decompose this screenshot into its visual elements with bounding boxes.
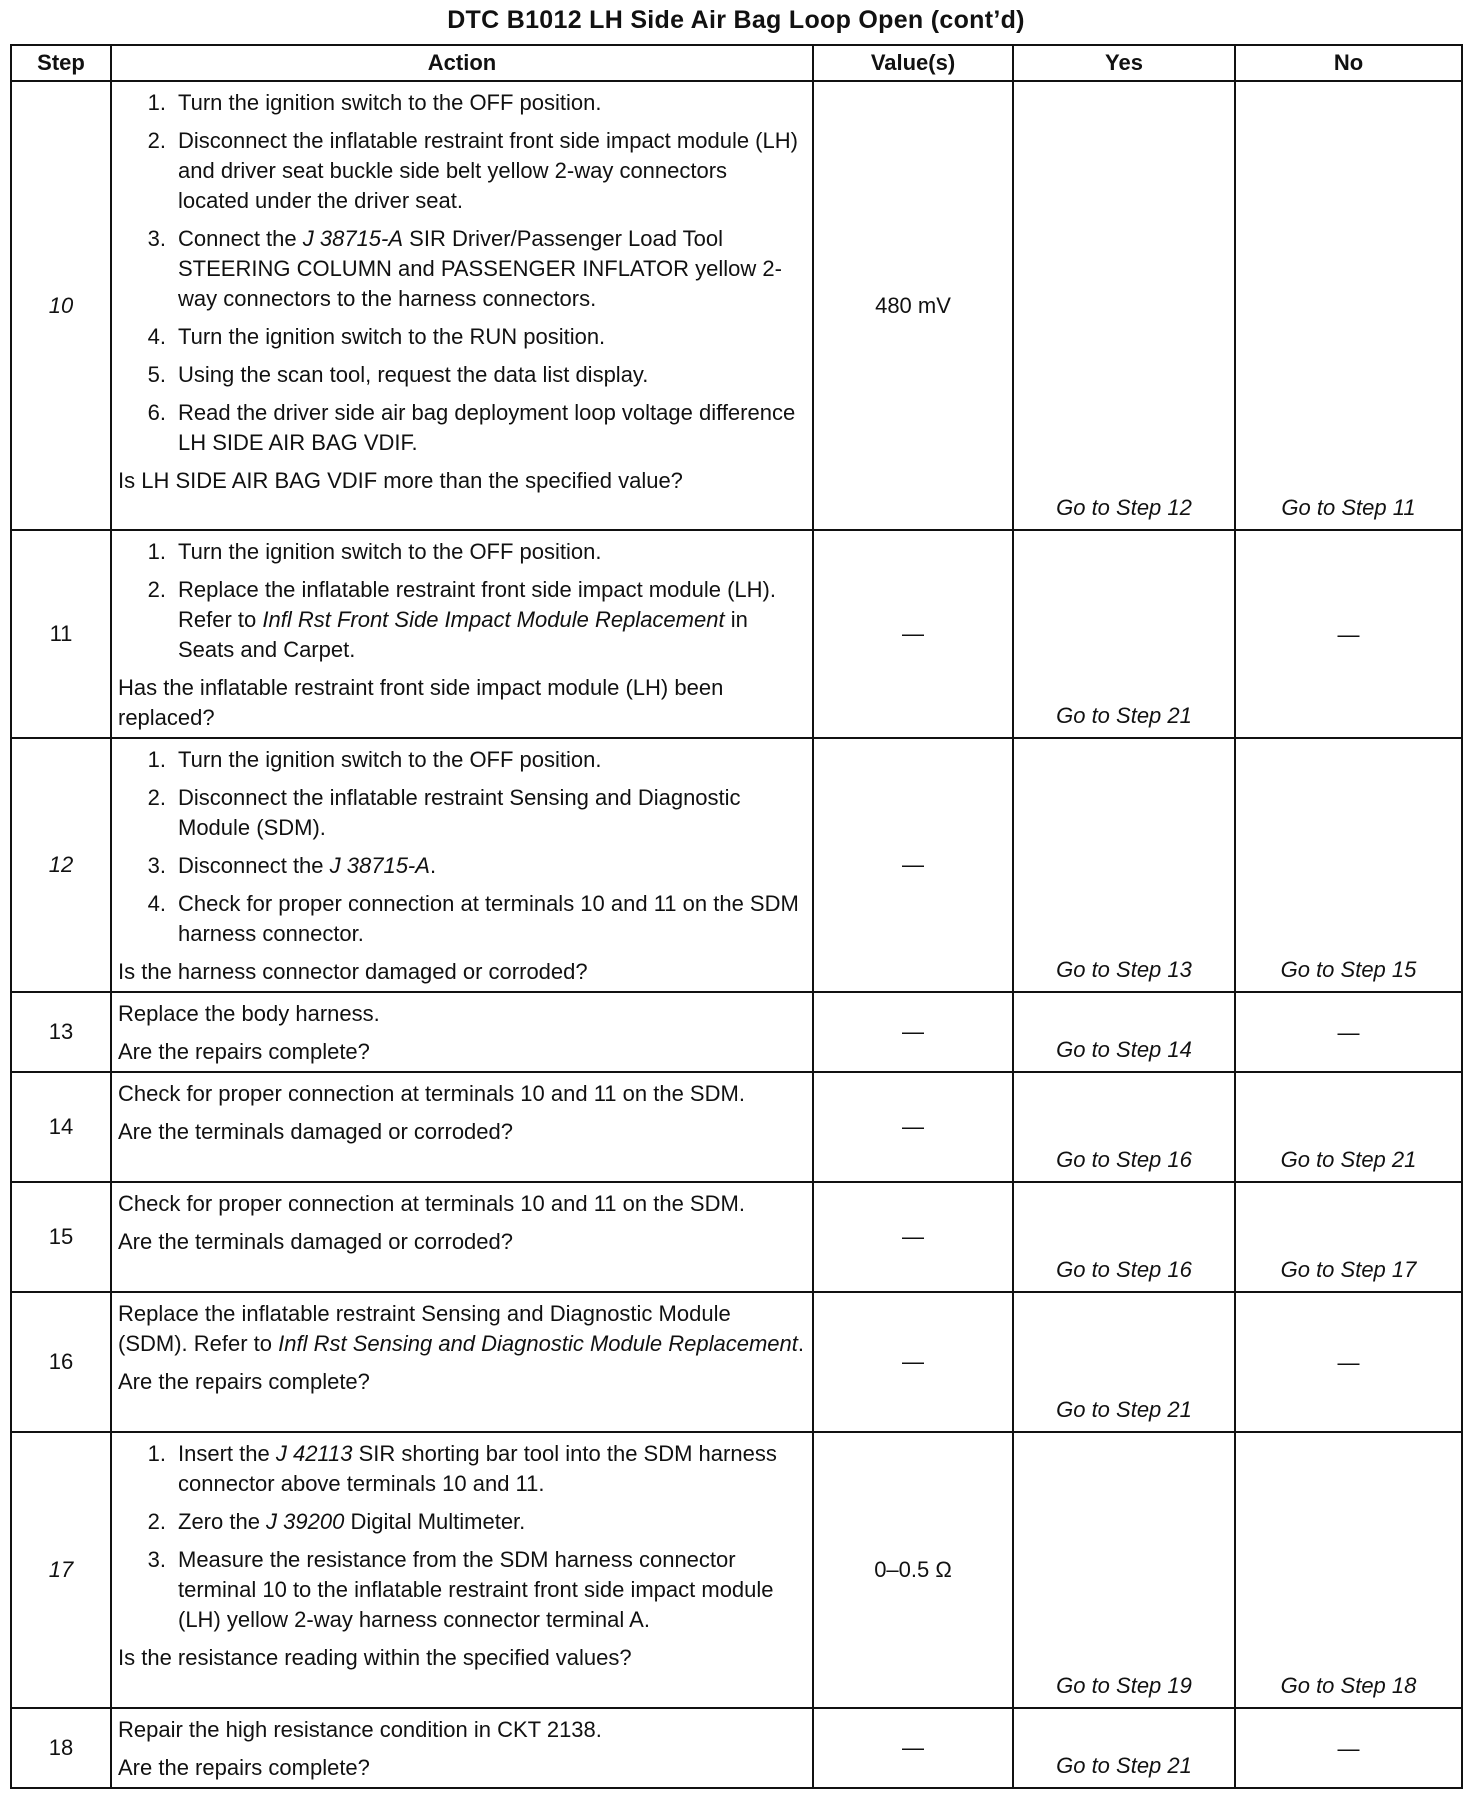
question: Are the repairs complete? [118,1039,370,1064]
step-number: 16 [11,1292,111,1432]
action-cell: Replace the body harness. Are the repairs complete? [111,992,813,1072]
page-title: DTC B1012 LH Side Air Bag Loop Open (cont’d) [447,6,1025,34]
table-row [11,1072,1462,1182]
no-cell: Go to Step 18 [1235,1432,1462,1708]
value-cell: — [813,530,1013,738]
no-cell: — [1235,530,1462,738]
reference: Infl Rst Sensing and Diagnostic Module Replacement [278,1331,798,1356]
question: Has the inflatable restraint front side impact module (LH) been replaced? [118,675,724,730]
tool-name: J 38715-A [302,226,404,251]
step-number: 18 [11,1708,111,1788]
diagnostic-table [10,44,1463,1789]
header-row [11,45,1462,81]
question: Are the terminals damaged or corroded? [118,1119,513,1144]
list-item: 1. Turn the ignition switch to the OFF position. [147,90,602,115]
question: Are the terminals damaged or corroded? [118,1229,513,1254]
list-item: 1. Turn the ignition switch to the OFF position. [147,747,602,772]
table-row [11,992,1462,1072]
list-item: 3. Connect the J 38715-A SIR Driver/Passenger Load Tool STEERING COLUMN and PASSENGER INFLATOR yellow 2-way connectors to the harness connectors. [147,226,782,311]
table-row [11,1708,1462,1788]
header-step: Step [11,45,111,81]
header-action: Action [111,45,813,81]
step-number: 12 [11,738,111,992]
step-number: 15 [11,1182,111,1292]
list-item: 2. Disconnect the inflatable restraint front side impact module (LH) and driver seat buckle side belt yellow 2-way connectors located under the driver seat. [147,128,798,213]
header-no: No [1235,45,1462,81]
list-item: 4. Check for proper connection at terminals 10 and 11 on the SDM harness connector. [147,891,799,946]
yes-cell: Go to Step 21 [1013,530,1235,738]
list-item: 1. Insert the J 42113 SIR shorting bar tool into the SDM harness connector above terminals 10 and 11. [147,1441,777,1496]
no-cell: Go to Step 11 [1235,81,1462,530]
step-number: 11 [11,530,111,738]
value-cell: 0–0.5 Ω [813,1432,1013,1708]
step-number: 17 [11,1432,111,1708]
value-cell: — [813,738,1013,992]
list-item: 2. Replace the inflatable restraint front side impact module (LH). Refer to Infl Rst Front Side Impact Module Replacement in Seats and Carpet. [147,577,776,662]
no-cell: Go to Step 21 [1235,1072,1462,1182]
question: Are the repairs complete? [118,1369,370,1394]
step-number: 14 [11,1072,111,1182]
value-cell: 480 mV [813,81,1013,530]
yes-cell: Go to Step 12 [1013,81,1235,530]
list-item: 3. Disconnect the J 38715-A. [147,853,437,878]
list-item: 6. Read the driver side air bag deployment loop voltage difference LH SIDE AIR BAG VDIF. [147,400,796,455]
list-item: 1. Turn the ignition switch to the OFF position. [147,539,602,564]
table-row [11,81,1462,530]
table-row [11,738,1462,992]
question: Is the resistance reading within the specified values? [118,1645,632,1670]
action-cell: Replace the inflatable restraint Sensing and Diagnostic Module (SDM). Refer to Infl Rst Sensing and Diagnostic Module Replacement. Are the repairs complete? [111,1292,813,1432]
value-cell: — [813,1072,1013,1182]
tool-name: J 42113 [275,1441,353,1466]
step-number: 13 [11,992,111,1072]
question: Are the repairs complete? [118,1755,370,1780]
value-cell: — [813,992,1013,1072]
table-row [11,530,1462,738]
reference: Infl Rst Front Side Impact Module Replacement [262,607,725,632]
list-item: 4. Turn the ignition switch to the RUN position. [147,324,606,349]
yes-cell: Go to Step 16 [1013,1072,1235,1182]
table-row [11,1432,1462,1708]
tool-name: J 39200 [266,1509,345,1534]
action-cell [111,1432,813,1708]
no-cell: — [1235,992,1462,1072]
value-cell: — [813,1708,1013,1788]
value-cell: — [813,1182,1013,1292]
question: Is the harness connector damaged or corroded? [118,959,588,984]
list-item: 2. Zero the J 39200 Digital Multimeter. [147,1509,526,1534]
tool-name: J 38715-A [329,853,430,878]
step-number: 10 [11,81,111,530]
table-row [11,1182,1462,1292]
list-item: 5. Using the scan tool, request the data list display. [147,362,649,387]
action-cell [111,530,813,738]
action-cell [111,81,813,530]
no-cell: — [1235,1292,1462,1432]
question: Is LH SIDE AIR BAG VDIF more than the specified value? [118,468,683,493]
yes-cell: Go to Step 21 [1013,1292,1235,1432]
action-cell: Check for proper connection at terminals 10 and 11 on the SDM. Are the terminals damaged or corroded? [111,1072,813,1182]
action-cell: Check for proper connection at terminals 10 and 11 on the SDM. Are the terminals damaged or corroded? [111,1182,813,1292]
yes-cell: Go to Step 13 [1013,738,1235,992]
yes-cell: Go to Step 16 [1013,1182,1235,1292]
action-cell: Repair the high resistance condition in CKT 2138. Are the repairs complete? [111,1708,813,1788]
yes-cell: Go to Step 19 [1013,1432,1235,1708]
yes-cell: Go to Step 21 [1013,1708,1235,1788]
yes-cell: Go to Step 14 [1013,992,1235,1072]
table-row [11,1292,1462,1432]
no-cell: Go to Step 15 [1235,738,1462,992]
action-cell [111,738,813,992]
value-cell: — [813,1292,1013,1432]
header-yes: Yes [1013,45,1235,81]
list-item: 2. Disconnect the inflatable restraint Sensing and Diagnostic Module (SDM). [147,785,741,840]
no-cell: Go to Step 17 [1235,1182,1462,1292]
list-item: 3. Measure the resistance from the SDM harness connector terminal 10 to the inflatable restraint front side impact module (LH) yellow 2-way harness connector terminal A. [147,1547,774,1632]
header-values: Value(s) [813,45,1013,81]
no-cell: — [1235,1708,1462,1788]
